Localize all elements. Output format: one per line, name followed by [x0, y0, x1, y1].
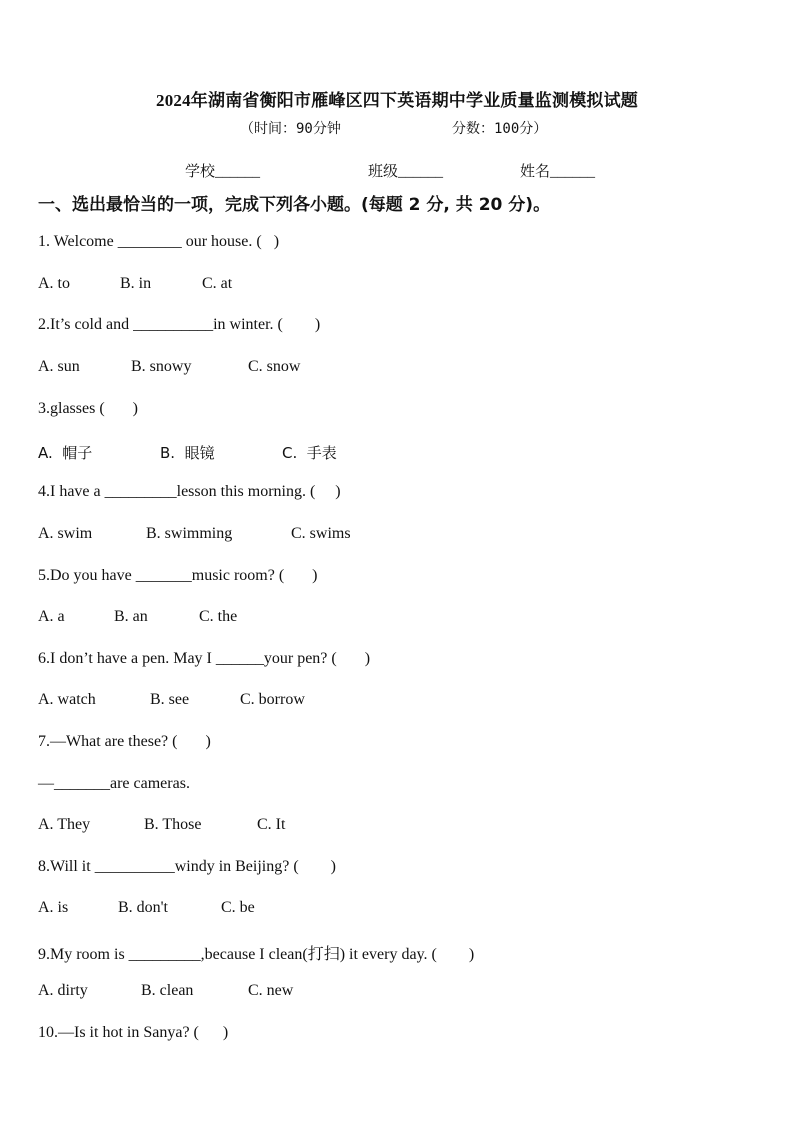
q3-option-c: C. 手表 [282, 444, 337, 462]
q7-option-c: C. It [257, 816, 286, 833]
q3-option-a: A. 帽子 [38, 444, 93, 462]
q9-option-c: C. new [248, 982, 294, 999]
q1-option-b: B. in [120, 275, 152, 292]
q7-option-a: A. They [38, 816, 91, 833]
q9-option-b: B. clean [141, 982, 194, 999]
q1-option-c: C. at [202, 275, 233, 292]
q8-option-b: B. don't [118, 899, 168, 916]
question-4: 4.I have a _________lesson this morning. ( ) [38, 483, 341, 500]
q6-option-c: C. borrow [240, 691, 305, 708]
exam-time: （时间：90分钟 [240, 121, 341, 137]
section-heading: 一、选出最恰当的一项，完成下列各小题。(每题 2 分, 共 20 分)。 [38, 195, 551, 215]
q7-option-b: B. Those [144, 816, 202, 833]
question-6: 6.I don’t have a pen. May I ______your pen? ( ) [38, 650, 371, 667]
question-1: 1. Welcome ________ our house. ( ) [38, 233, 280, 250]
question-9: 9.My room is _________,because I clean(打扫) it every day. ( ) [38, 946, 475, 963]
question-3: 3.glasses ( ) [38, 400, 138, 417]
question-8: 8.Will it __________windy in Beijing? ( ) [38, 858, 336, 875]
q4-option-b: B. swimming [146, 525, 233, 542]
question-7-reply: —_______are cameras. [38, 775, 190, 792]
q8-option-a: A. is [38, 899, 69, 916]
q1-option-a: A. to [38, 275, 70, 292]
school-field: 学校______ [185, 164, 261, 180]
q6-option-b: B. see [150, 691, 190, 708]
q9-option-a: A. dirty [38, 982, 88, 999]
question-7: 7.—What are these? ( ) [38, 733, 211, 750]
class-field: 班级______ [368, 164, 444, 180]
q2-option-b: B. snowy [131, 358, 192, 375]
q8-option-c: C. be [221, 899, 255, 916]
q2-option-c: C. snow [248, 358, 301, 375]
q2-option-a: A. sun [38, 358, 80, 375]
question-5: 5.Do you have _______music room? ( ) [38, 567, 318, 584]
q5-option-a: A. a [38, 608, 65, 625]
q6-option-a: A. watch [38, 691, 96, 708]
exam-title: 2024年湖南省衡阳市雁峰区四下英语期中学业质量监测模拟试题 [156, 91, 638, 110]
q4-option-a: A. swim [38, 525, 93, 542]
q5-option-c: C. the [199, 608, 238, 625]
exam-score: 分数：100分） [452, 121, 548, 137]
q4-option-c: C. swims [291, 525, 351, 542]
q5-option-b: B. an [114, 608, 148, 625]
question-2: 2.It’s cold and __________in winter. ( ) [38, 316, 321, 333]
q3-option-b: B. 眼镜 [160, 444, 215, 462]
question-10: 10.—Is it hot in Sanya? ( ) [38, 1024, 229, 1041]
name-field: 姓名______ [520, 164, 596, 180]
